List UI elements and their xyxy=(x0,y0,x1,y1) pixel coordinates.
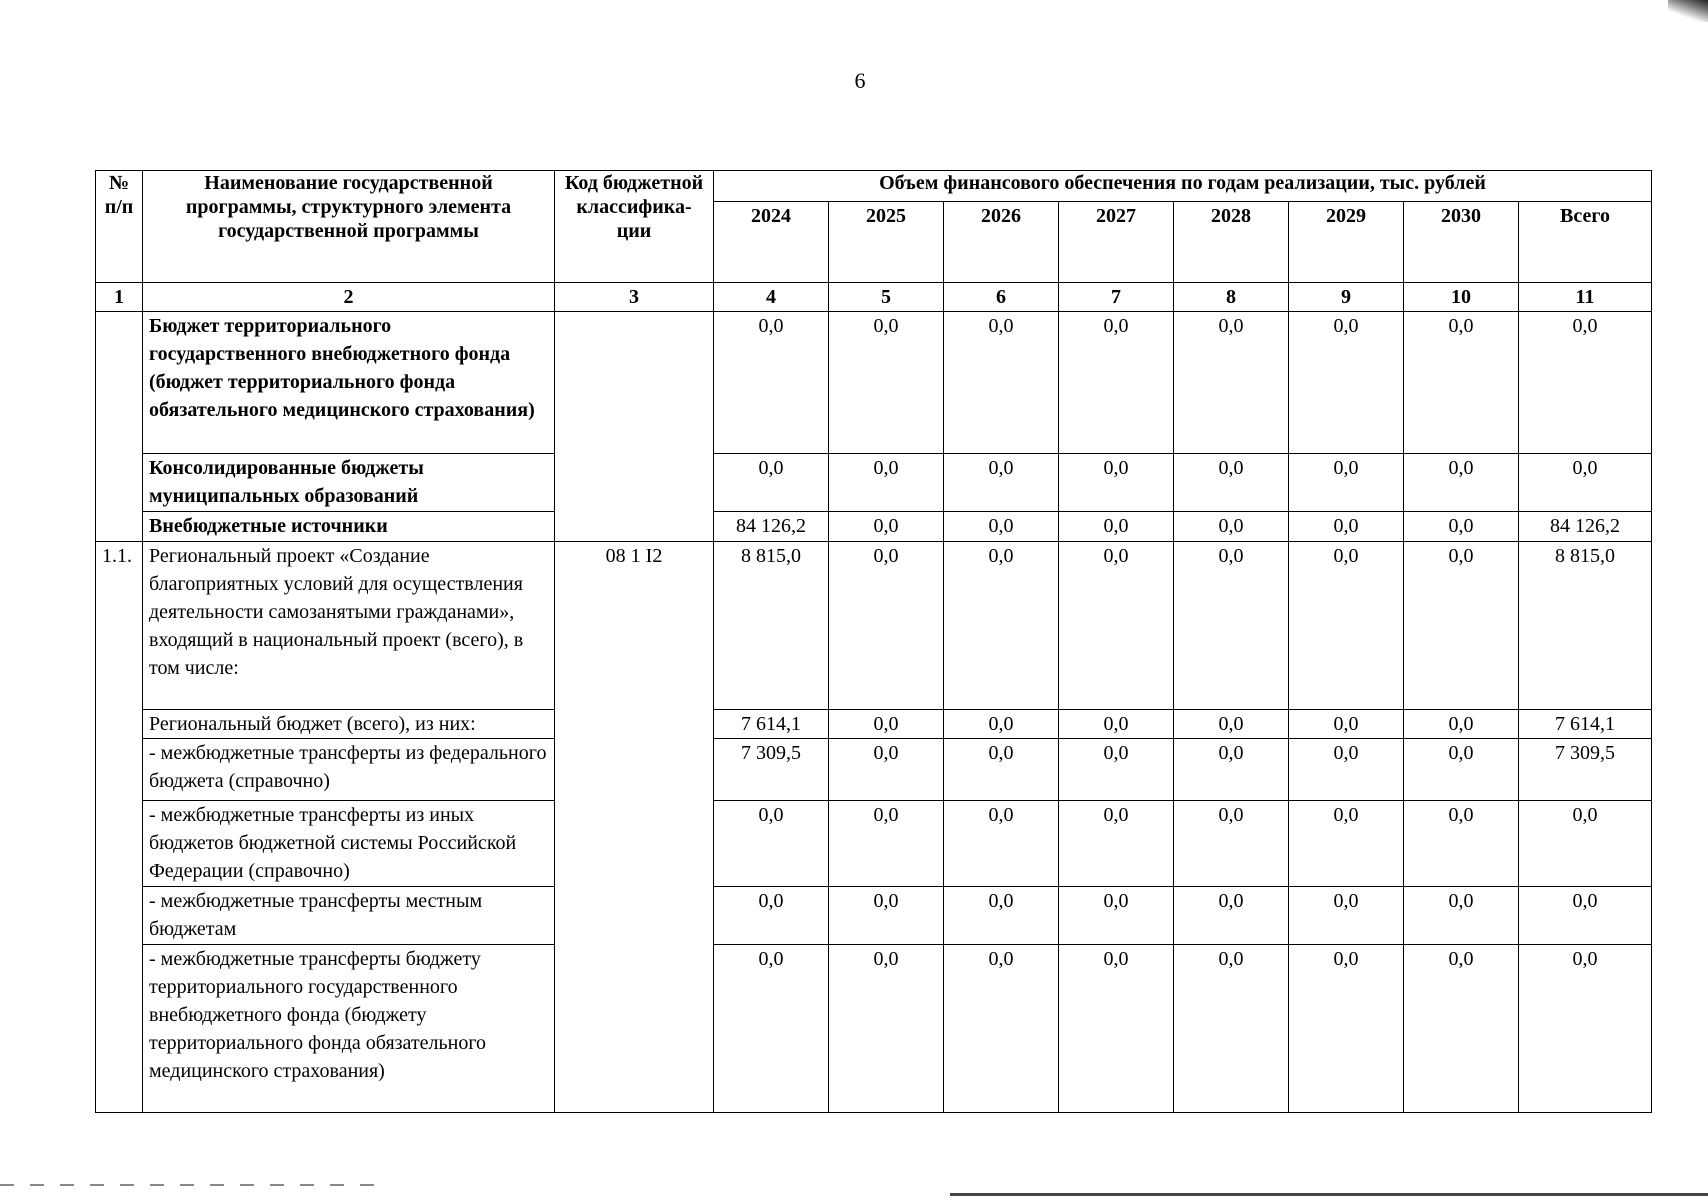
row-name: Бюджет территориального государственного внебюджетного фонда (бюджет территориального фонда обязательного медицинского страхования) xyxy=(143,312,555,454)
value-cell: 0,0 xyxy=(944,945,1059,1113)
value-cell: 0,0 xyxy=(1174,945,1289,1113)
header-year: 2029 xyxy=(1289,202,1404,283)
header-year: 2025 xyxy=(829,202,944,283)
header-col-name: Наименование государственной программы, структурного элемента государственной программы xyxy=(143,171,555,283)
row-index: 1.1. xyxy=(96,542,143,1113)
value-cell: 0,0 xyxy=(944,454,1059,512)
header-year: 2024 xyxy=(714,202,829,283)
row-name: - межбюджетные трансферты бюджету территориального государственного внебюджетного фонда (бюджету территориального фонда обязательного медицинского страхования) xyxy=(143,945,555,1113)
value-cell: 0,0 xyxy=(1404,739,1519,801)
scan-artifact-dash xyxy=(0,1184,380,1186)
table-row xyxy=(96,739,1652,801)
column-number: 6 xyxy=(944,283,1059,312)
row-name: - межбюджетные трансферты из иных бюджетов бюджетной системы Российской Федерации (справочно) xyxy=(143,801,555,887)
header-col-volume: Объем финансового обеспечения по годам реализации, тыс. рублей xyxy=(714,171,1652,202)
row-code: 08 1 I2 xyxy=(555,542,714,1113)
value-cell: 0,0 xyxy=(829,542,944,710)
row-name: - межбюджетные трансферты местным бюджетам xyxy=(143,887,555,945)
value-cell: 0,0 xyxy=(1404,801,1519,887)
value-cell: 0,0 xyxy=(1059,710,1174,739)
column-number: 9 xyxy=(1289,283,1404,312)
value-cell: 0,0 xyxy=(1289,801,1404,887)
value-cell: 7 309,5 xyxy=(714,739,829,801)
value-cell: 0,0 xyxy=(714,454,829,512)
row-name: - межбюджетные трансферты из федерального бюджета (справочно) xyxy=(143,739,555,801)
column-number: 2 xyxy=(143,283,555,312)
column-number: 3 xyxy=(555,283,714,312)
value-cell: 0,0 xyxy=(829,739,944,801)
value-cell: 0,0 xyxy=(829,312,944,454)
value-cell-total: 0,0 xyxy=(1519,312,1652,454)
value-cell: 0,0 xyxy=(944,512,1059,542)
row-index-empty xyxy=(96,312,143,542)
value-cell: 0,0 xyxy=(829,887,944,945)
value-cell: 84 126,2 xyxy=(714,512,829,542)
value-cell: 0,0 xyxy=(1289,512,1404,542)
value-cell: 0,0 xyxy=(1289,454,1404,512)
table-row xyxy=(96,887,1652,945)
value-cell-total: 0,0 xyxy=(1519,945,1652,1113)
value-cell: 0,0 xyxy=(714,887,829,945)
value-cell: 0,0 xyxy=(1289,312,1404,454)
value-cell: 8 815,0 xyxy=(714,542,829,710)
column-number-row xyxy=(96,283,1652,312)
row-name: Региональный бюджет (всего), из них: xyxy=(143,710,555,739)
value-cell: 7 614,1 xyxy=(714,710,829,739)
header-col-num: № п/п xyxy=(96,171,143,283)
value-cell: 0,0 xyxy=(1289,542,1404,710)
value-cell: 0,0 xyxy=(1059,945,1174,1113)
value-cell: 0,0 xyxy=(1289,887,1404,945)
row-name: Региональный проект «Создание благоприятных условий для осуществления деятельности самозанятыми гражданами», входящий в национальный проект (всего), в том числе: xyxy=(143,542,555,710)
value-cell-total: 0,0 xyxy=(1519,887,1652,945)
value-cell: 0,0 xyxy=(829,710,944,739)
value-cell: 0,0 xyxy=(1174,312,1289,454)
table-row xyxy=(96,512,1652,542)
value-cell: 0,0 xyxy=(1404,710,1519,739)
value-cell: 0,0 xyxy=(944,710,1059,739)
header-col-code: Код бюджетной классифика-ции xyxy=(555,171,714,283)
value-cell: 0,0 xyxy=(1059,512,1174,542)
value-cell: 0,0 xyxy=(1059,542,1174,710)
column-number: 8 xyxy=(1174,283,1289,312)
row-name: Внебюджетные источники xyxy=(143,512,555,542)
value-cell: 0,0 xyxy=(1174,512,1289,542)
value-cell-total: 0,0 xyxy=(1519,454,1652,512)
value-cell: 0,0 xyxy=(944,542,1059,710)
table-row xyxy=(96,801,1652,887)
value-cell: 0,0 xyxy=(829,945,944,1113)
value-cell-total: 7 309,5 xyxy=(1519,739,1652,801)
row-code-empty xyxy=(555,312,714,542)
value-cell: 0,0 xyxy=(829,512,944,542)
table-row xyxy=(96,312,1652,454)
value-cell: 0,0 xyxy=(1404,312,1519,454)
value-cell: 0,0 xyxy=(1174,739,1289,801)
value-cell: 0,0 xyxy=(1174,542,1289,710)
value-cell: 0,0 xyxy=(1174,887,1289,945)
column-number: 5 xyxy=(829,283,944,312)
value-cell-total: 7 614,1 xyxy=(1519,710,1652,739)
column-number: 10 xyxy=(1404,283,1519,312)
table-row xyxy=(96,454,1652,512)
header-year: 2027 xyxy=(1059,202,1174,283)
value-cell: 0,0 xyxy=(714,801,829,887)
value-cell-total: 0,0 xyxy=(1519,801,1652,887)
header-year: 2030 xyxy=(1404,202,1519,283)
value-cell: 0,0 xyxy=(1404,945,1519,1113)
value-cell: 0,0 xyxy=(829,801,944,887)
value-cell: 0,0 xyxy=(1404,454,1519,512)
column-number: 11 xyxy=(1519,283,1652,312)
value-cell: 0,0 xyxy=(1289,945,1404,1113)
table-row xyxy=(96,945,1652,1113)
financing-table xyxy=(95,170,1652,1113)
value-cell: 0,0 xyxy=(1289,710,1404,739)
value-cell: 0,0 xyxy=(944,312,1059,454)
value-cell: 0,0 xyxy=(1404,542,1519,710)
page-number: 6 xyxy=(854,68,866,93)
header-year: 2028 xyxy=(1174,202,1289,283)
row-name: Консолидированные бюджеты муниципальных образований xyxy=(143,454,555,512)
column-number: 4 xyxy=(714,283,829,312)
value-cell: 0,0 xyxy=(1404,512,1519,542)
value-cell-total: 8 815,0 xyxy=(1519,542,1652,710)
table-row xyxy=(96,542,1652,710)
column-number: 1 xyxy=(96,283,143,312)
value-cell-total: 84 126,2 xyxy=(1519,512,1652,542)
value-cell: 0,0 xyxy=(944,801,1059,887)
value-cell: 0,0 xyxy=(1059,801,1174,887)
column-number: 7 xyxy=(1059,283,1174,312)
value-cell: 0,0 xyxy=(944,887,1059,945)
value-cell: 0,0 xyxy=(1174,710,1289,739)
header-year: 2026 xyxy=(944,202,1059,283)
value-cell: 0,0 xyxy=(1059,312,1174,454)
header-row-1 xyxy=(96,171,1652,202)
value-cell: 0,0 xyxy=(1174,454,1289,512)
value-cell: 0,0 xyxy=(1289,739,1404,801)
value-cell: 0,0 xyxy=(944,739,1059,801)
value-cell: 0,0 xyxy=(1059,887,1174,945)
table-row xyxy=(96,710,1652,739)
value-cell: 0,0 xyxy=(829,454,944,512)
value-cell: 0,0 xyxy=(1059,739,1174,801)
value-cell: 0,0 xyxy=(1404,887,1519,945)
scan-artifact-line xyxy=(950,1193,1708,1196)
scan-edge-shadow xyxy=(1668,0,1708,22)
value-cell: 0,0 xyxy=(1174,801,1289,887)
value-cell: 0,0 xyxy=(714,312,829,454)
header-year-total: Всего xyxy=(1519,202,1652,283)
value-cell: 0,0 xyxy=(714,945,829,1113)
value-cell: 0,0 xyxy=(1059,454,1174,512)
